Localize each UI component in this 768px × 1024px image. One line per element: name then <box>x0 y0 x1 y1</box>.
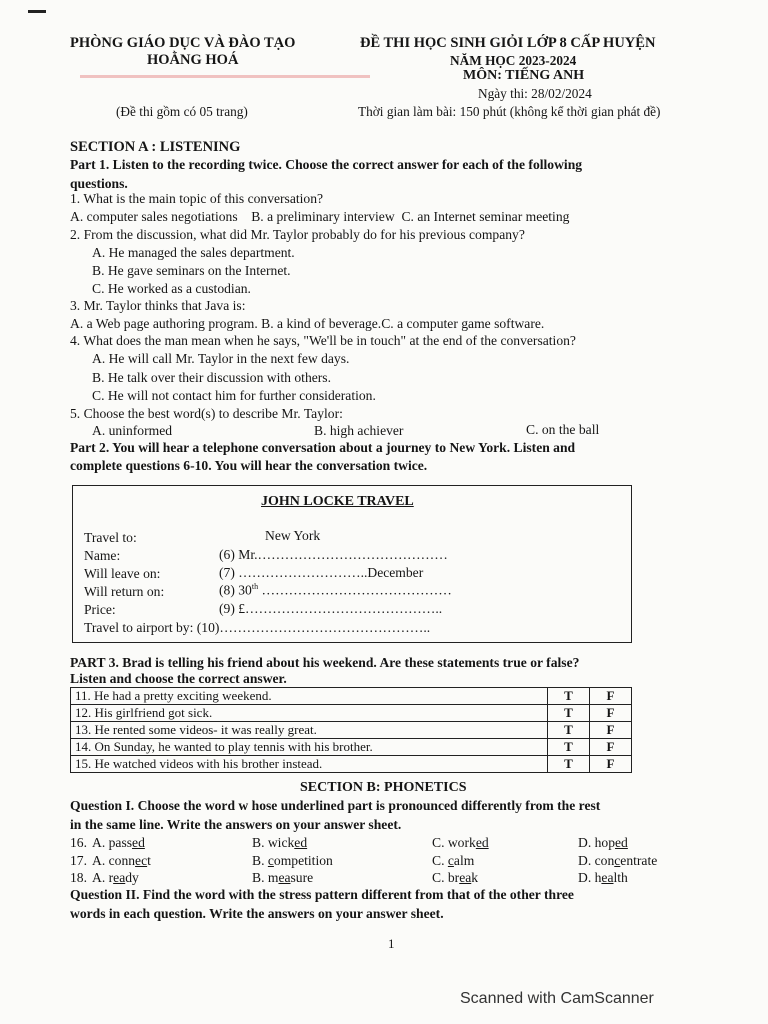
question-ii-instruction: Question II. Find the word with the stress pattern different from that of the other three <box>70 887 574 902</box>
false-option: F <box>590 705 632 722</box>
statement: 12. His girlfriend got sick. <box>71 705 548 722</box>
statement: 15. He watched videos with his brother instead. <box>71 756 548 773</box>
true-option: T <box>548 739 590 756</box>
question-18-option-d: D. health <box>578 870 628 885</box>
part3-instruction: PART 3. Brad is telling his friend about his weekend. Are these statements true or false? <box>70 655 580 670</box>
question-2-option-b: B. He gave seminars on the Internet. <box>92 263 291 278</box>
false-option: F <box>590 739 632 756</box>
exam-title: ĐỀ THI HỌC SINH GIỎI LỚP 8 CẤP HUYỆN <box>360 35 656 51</box>
false-option: F <box>590 722 632 739</box>
question-18-number: 18. <box>70 870 91 885</box>
exam-duration: Thời gian làm bài: 150 phút (không kể thời gian phát đề) <box>358 104 661 119</box>
department-name: PHÒNG GIÁO DỤC VÀ ĐÀO TẠO <box>70 35 296 51</box>
travel-form-box <box>72 485 632 643</box>
question-16-option-d: D. hoped <box>578 835 628 850</box>
question-2-option-c: C. He worked as a custodian. <box>92 281 251 296</box>
scanner-watermark: Scanned with CamScanner <box>460 990 654 1007</box>
travel-form-title: JOHN LOCKE TRAVEL <box>261 494 414 509</box>
table-row <box>71 739 632 756</box>
exam-date: Ngày thi: 28/02/2024 <box>478 86 592 101</box>
travel-to-label: Travel to: <box>84 530 137 545</box>
question-5-option-c: C. on the ball <box>526 422 600 437</box>
question-i-instruction: Question I. Choose the word w hose underlined part is pronounced differently from the rest <box>70 798 601 813</box>
question-3-options: A. a Web page authoring program. B. a kind of beverage.C. a computer game software. <box>70 316 545 331</box>
question-5-option-b: B. high achiever <box>314 423 404 438</box>
part1-instruction-cont: questions. <box>70 176 128 191</box>
table-row <box>71 722 632 739</box>
school-year: NĂM HỌC 2023-2024 <box>450 53 577 68</box>
true-option: T <box>548 722 590 739</box>
section-b-title: SECTION B: PHONETICS <box>300 780 467 795</box>
part1-instruction: Part 1. Listen to the recording twice. Choose the correct answer for each of the following <box>70 157 583 172</box>
question-1: 1. What is the main topic of this conversation? <box>70 191 324 206</box>
question-18-option-a: A. ready <box>92 870 139 885</box>
statement: 11. He had a pretty exciting weekend. <box>71 688 548 705</box>
question-3: 3. Mr. Taylor thinks that Java is: <box>70 298 246 313</box>
table-row <box>71 756 632 773</box>
question-16-option-c: C. worked <box>432 835 489 850</box>
table-row <box>71 705 632 722</box>
question-16-option-b: B. wicked <box>252 835 308 850</box>
question-17-option-a: A. connect <box>92 853 151 868</box>
subject: MÔN: TIẾNG ANH <box>463 68 585 83</box>
page-count-note: (Đề thi gồm có 05 trang) <box>116 104 248 119</box>
leave-label: Will leave on: <box>84 566 161 581</box>
airport-transport-row: Travel to airport by: (10)……………………………………….. <box>84 620 431 635</box>
question-16-number: 16. <box>70 835 91 850</box>
question-1-options: A. computer sales negotiations B. a preliminary interview C. an Internet seminar meeting <box>70 209 570 224</box>
true-option: T <box>548 688 590 705</box>
question-16-option-a: A. passed <box>92 835 145 850</box>
return-label: Will return on: <box>84 584 165 599</box>
true-option: T <box>548 705 590 722</box>
question-17-option-c: C. calm <box>432 853 475 868</box>
district-name: HOẰNG HOÁ <box>147 52 239 68</box>
question-4-option-b: B. He talk over their discussion with others. <box>92 370 331 385</box>
name-blank: (6) Mr.…………………………………… <box>219 547 448 562</box>
question-17-option-b: B. competition <box>252 853 333 868</box>
travel-to-value: New York <box>265 528 321 543</box>
corner-mark <box>28 10 46 13</box>
part2-instruction: Part 2. You will hear a telephone conversation about a journey to New York. Listen and <box>70 440 576 455</box>
price-label: Price: <box>84 602 116 617</box>
table-row <box>71 688 632 705</box>
return-blank: (8) 30th …………………………………… <box>219 582 452 598</box>
question-4-option-a: A. He will call Mr. Taylor in the next few days. <box>92 351 350 366</box>
question-i-instruction-cont: in the same line. Write the answers on your answer sheet. <box>70 817 402 832</box>
false-option: F <box>590 756 632 773</box>
question-18-option-b: B. measure <box>252 870 314 885</box>
statement: 13. He rented some videos- it was really great. <box>71 722 548 739</box>
true-false-table <box>70 687 632 773</box>
question-2-option-a: A. He managed the sales department. <box>92 245 295 260</box>
question-ii-instruction-cont: words in each question. Write the answers on your answer sheet. <box>70 906 444 921</box>
false-option: F <box>590 688 632 705</box>
leave-blank: (7) ………………………..December <box>219 565 424 580</box>
part3-instruction-cont: Listen and choose the correct answer. <box>70 671 287 686</box>
part2-instruction-cont: complete questions 6-10. You will hear the conversation twice. <box>70 458 428 473</box>
statement: 14. On Sunday, he wanted to play tennis with his brother. <box>71 739 548 756</box>
section-a-title: SECTION A : LISTENING <box>70 139 241 155</box>
question-4-option-c: C. He will not contact him for further consideration. <box>92 388 376 403</box>
question-18-option-c: C. break <box>432 870 479 885</box>
red-stamp-line <box>80 75 370 78</box>
question-17-option-d: D. concentrate <box>578 853 658 868</box>
question-5: 5. Choose the best word(s) to describe Mr. Taylor: <box>70 406 343 421</box>
question-4: 4. What does the man mean when he says, "We'll be in touch" at the end of the conversation? <box>70 333 576 348</box>
question-5-option-a: A. uninformed <box>92 423 173 438</box>
name-label: Name: <box>84 548 121 563</box>
page-number: 1 <box>388 936 395 951</box>
question-2: 2. From the discussion, what did Mr. Taylor probably do for his previous company? <box>70 227 525 242</box>
price-blank: (9) £…………………………………….. <box>219 601 443 616</box>
true-option: T <box>548 756 590 773</box>
question-17-number: 17. <box>70 853 91 868</box>
